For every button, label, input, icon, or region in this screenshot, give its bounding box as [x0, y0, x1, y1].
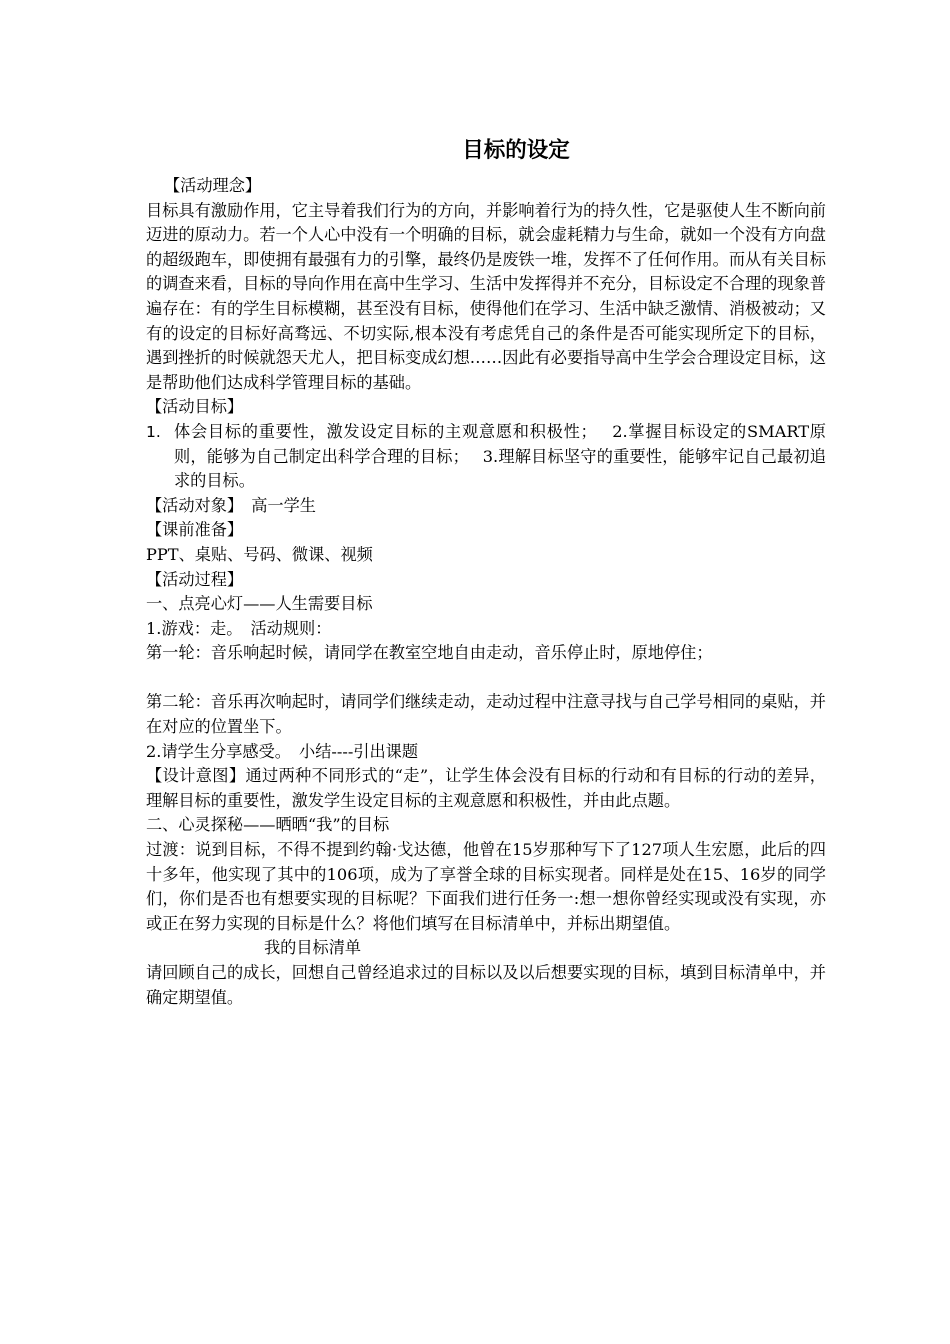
- document-body: [146, 135, 826, 1010]
- checklist-title: 我的目标清单: [264, 938, 362, 958]
- prep-body: PPT、桌贴、号码、微课、视频: [146, 544, 373, 564]
- checklist-instruction: 请回顾自己的成长，回想自己曾经追求过的目标以及以后想要实现的目标，填到目标清单中，并确定期望值。: [146, 963, 826, 1007]
- concept-heading: 【活动理念】: [164, 176, 262, 195]
- goals-list-text: 体会目标的重要性，激发设定目标的主观意愿和积极性； 2.掌握目标设定的SMART原则，能够为自己制定出科学合理的目标； 3.理解目标坚守的重要性，能够牢记自己最初追求的目标。: [174, 421, 826, 491]
- concept-body: 目标具有激励作用，它主导着我们行为的方向，并影响着行为的持久性，它是驱使人生不断向前迈进的原动力。若一个人心中没有一个明确的目标，就会虚耗精力与生命，就如一个没有方向盘的超级跑车，即使拥有最强有力的引擎，最终仍是废铁一堆，发挥不了任何作用。而从有关目标的调查来看，目标的导向作用在高中生学习、生活中发挥得并不充分，目标设定不合理的现象普遍存在：有的学生目标模糊，甚至没有目标，使得他们在学习、生活中缺乏激情、消极被动；又有的设定的目标好高骛远、不切实际,根本没有考虑凭自己的条件是否可能实现所定下的目标，遇到挫折的时候就怨天尤人，把目标变成幻想……因此有必要指导高中生学会合理设定目标，这是帮助他们达成科学管理目标的基础。: [146, 200, 826, 392]
- document-title: 目标的设定: [462, 138, 570, 163]
- goals-heading: 【活动目标】: [146, 397, 244, 417]
- game-line: 1.游戏：走。 活动规则：: [146, 618, 332, 638]
- goals-list-number: 1.: [146, 422, 161, 441]
- goals-list-item: [146, 420, 826, 494]
- blank-line: [146, 666, 826, 691]
- transition-text: 过渡：说到目标，不得不提到约翰·戈达德，他曾在15岁那种写下了127项人生宏愿，此后的四十多年，他实现了其中的106项，成为了享誉全球的目标实现者。同样是处在15、16岁的同学们，你们是否也有想要实现的目标呢？下面我们进行任务一:想一想你曾经实现或没有实现，亦或正在努力实现的目标是什么？将他们填写在目标清单中，并标出期望值。: [146, 840, 826, 933]
- design-intent: 【设计意图】通过两种不同形式的“走”，让学生体会没有目标的行动和有目标的行动的差异，理解目标的重要性，激发学生设定目标的主观意愿和积极性，并由此点题。: [146, 766, 826, 810]
- share-line: 2.请学生分享感受。 小结----引出课题: [146, 741, 419, 761]
- round1-rule: 第一轮：音乐响起时候，请同学在教室空地自由走动，音乐停止时，原地停住；: [146, 643, 713, 663]
- round2-rule: 第二轮：音乐再次响起时，请同学们继续走动，走动过程中注意寻找与自己学号相同的桌贴，并在对应的位置坐下。: [146, 692, 826, 737]
- audience-line: 【活动对象】 高一学生: [146, 495, 316, 515]
- prep-heading: 【课前准备】: [146, 520, 244, 540]
- part1-heading: 一、点亮心灯——人生需要目标: [146, 594, 373, 614]
- process-heading: 【活动过程】: [146, 569, 244, 589]
- part2-heading: 二、心灵探秘——晒晒“我”的目标: [146, 815, 390, 835]
